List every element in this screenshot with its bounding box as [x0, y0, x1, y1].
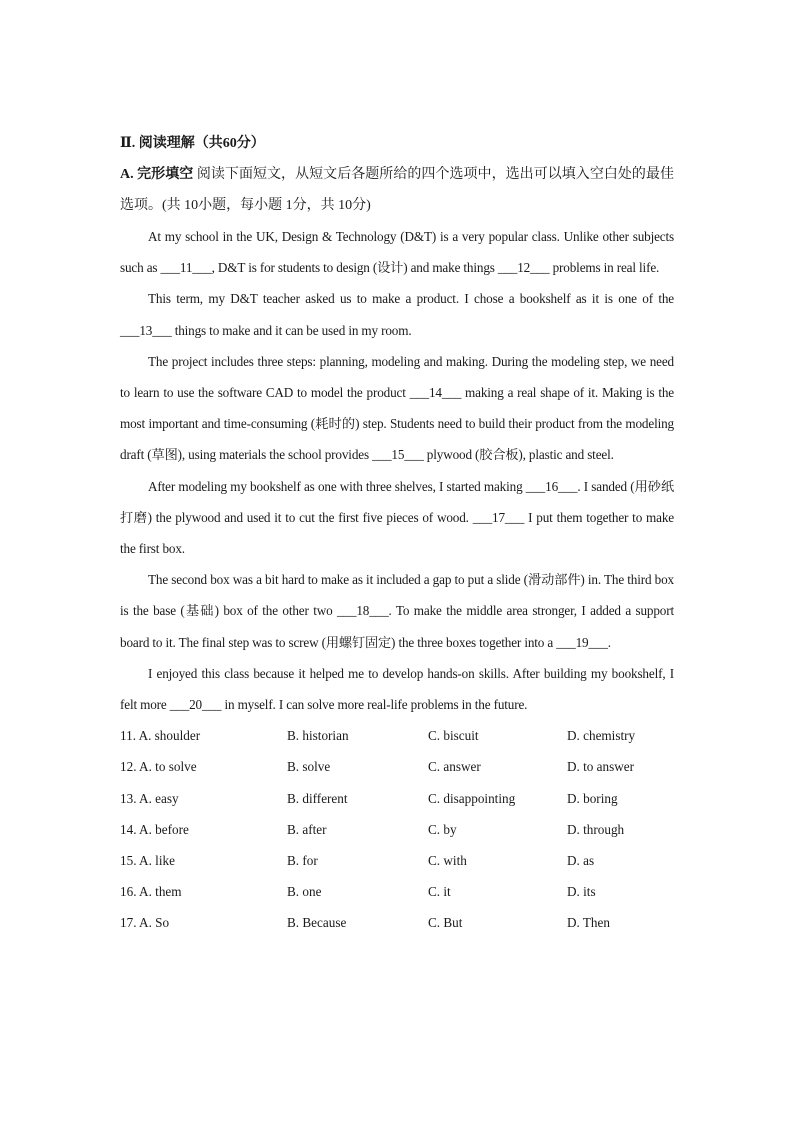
option-b: B. one: [287, 884, 322, 900]
option-c: C. answer: [428, 759, 481, 775]
option-d: D. through: [567, 821, 625, 837]
question-row: [120, 876, 674, 907]
option-a: 17. A. So: [120, 915, 170, 931]
option-c: C. with: [428, 853, 467, 868]
option-b: B. for: [287, 853, 318, 868]
option-c: C. biscuit: [428, 728, 479, 744]
option-d: D. Then: [567, 915, 610, 931]
question-row: [120, 907, 674, 938]
option-c: C. disappointing: [428, 790, 516, 806]
passage-paragraph: At my school in the UK, Design & Technology (D&T) is a very popular class. Unlike other subjects such as ___11___, D&T is for students to design (设计) and make things ___12___ problems in real life.: [120, 229, 674, 276]
passage-paragraph: The project includes three steps: planning, modeling and making. During the modeling step, we need to learn to use the software CAD to model the product ___14___ making a real shape of it. Making is the most important and time-consuming (耗时的) step. Students need to build their product from the modeling draft (草图), using materials the school provides ___15___ plywood (胶合板), plastic and steel.: [120, 353, 674, 463]
option-b: B. after: [287, 821, 327, 837]
cloze-label: A. 完形填空: [120, 167, 194, 182]
option-d: D. as: [567, 853, 595, 868]
option-c: C. But: [428, 915, 463, 931]
option-a: 15. A. like: [120, 853, 175, 868]
question-row: [120, 783, 674, 814]
option-a: 12. A. to solve: [120, 759, 197, 775]
passage-paragraph: The second box was a bit hard to make as it included a gap to put a slide (滑动部件) in. The third box is the base (基础) box of the other two ___18___. To make the middle area stronger, I added a support board to it. The final step was to screw (用螺钉固定) the three boxes together into a ___19___.: [120, 572, 674, 650]
option-c: C. it: [428, 884, 451, 900]
option-d: D. chemistry: [567, 728, 636, 744]
option-d: D. its: [567, 884, 596, 900]
question-row: [120, 845, 674, 876]
option-a: 14. A. before: [120, 821, 189, 837]
option-b: B. different: [287, 790, 348, 806]
section-title: Ⅱ. 阅读理解（共60分）: [120, 136, 265, 151]
question-row: [120, 814, 674, 845]
option-b: B. solve: [287, 759, 331, 775]
option-a: 16. A. them: [120, 884, 182, 900]
cloze-instructions: [120, 159, 674, 221]
passage-paragraph: This term, my D&T teacher asked us to make a product. I chose a bookshelf as it is one of the ___13___ things to make and it can be used in my room.: [120, 291, 674, 338]
option-b: B. Because: [287, 915, 347, 931]
option-d: D. to answer: [567, 759, 635, 775]
cloze-passage: [120, 221, 674, 720]
option-a: 13. A. easy: [120, 790, 179, 806]
option-b: B. historian: [287, 728, 349, 744]
option-a: 11. A. shoulder: [120, 728, 201, 744]
cloze-instruction-text: 阅读下面短文，从短文后各题所给的四个选项中，选出可以填入空白处的最佳选项。(共 10小题，每小题 1分，共 10分): [120, 167, 675, 213]
option-d: D. boring: [567, 790, 618, 806]
option-c: C. by: [428, 821, 457, 837]
answer-options: [120, 720, 674, 938]
passage-paragraph: I enjoyed this class because it helped me to develop hands-on skills. After building my bookshelf, I felt more ___20___ in myself. I can solve more real-life problems in the future.: [120, 665, 674, 713]
question-row: [120, 720, 674, 751]
exam-page: [120, 128, 674, 939]
question-row: [120, 751, 674, 782]
passage-paragraph: After modeling my bookshelf as one with three shelves, I started making ___16___. I sanded (用砂纸打磨) the plywood and used it to cut the first five pieces of wood. ___17___ I put them together to make the first box.: [120, 478, 674, 557]
